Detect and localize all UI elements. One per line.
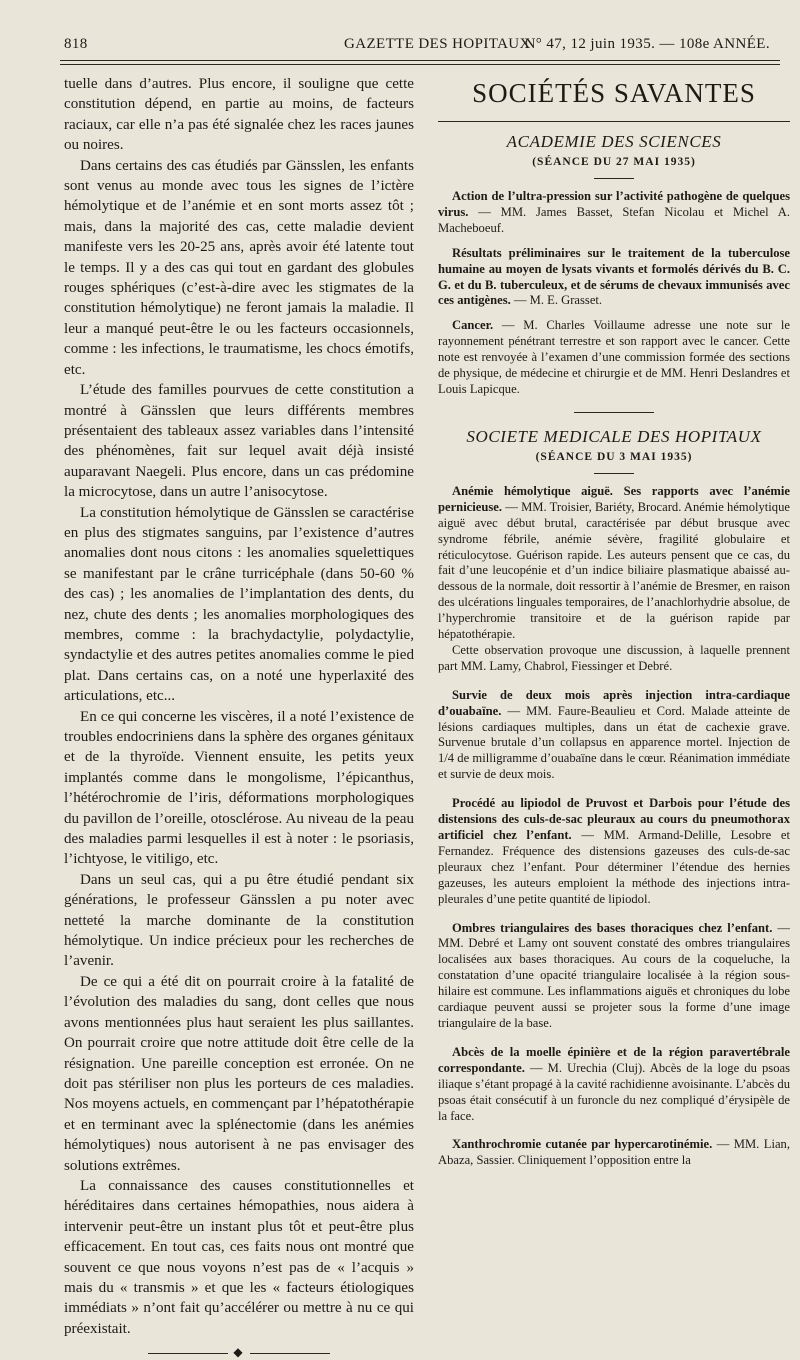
left-paragraph: De ce qui a été dit on pourrait croire à la fatalité de l’évolution des maladies du sang, dont celles que nous avons mentionnées plus haut seraient les plus saillantes. On pourrait croire que notre attitude doit être celle de la résignation. Une pareille conception est erronée. On ne doit pas stériliser non plus les porteurs de ces maladies. Nos moyens actuels, en commençant par l’hépatothérapie et en terminant avec la splénectomie (dans les anémies hémolytiques) nous autorisent à ne pas envisager des solutions extrêmes. <box>64 973 414 1174</box>
academie-title: ACADEMIE DES SCIENCES <box>506 132 722 151</box>
left-paragraph: Dans certains des cas étudiés par Gänsslen, les enfants sont venus au monde avec tous les signes de l’ictère hémolytique et de l’anémie et en sont morts assez tôt ; mais, dans la majorité des cas, cette maladie devient manifeste vers les 20-25 ans, après avoir été latente tout le temps. Il y a des cas qui tout en gardant des globules rouges sphériques (c’est-à-dire avec les stigmates de la constitution hémolytique) ne feront jamais la maladie. Il leur a manqué peut-être le ou les facteurs occasionnels, comme : les infections, le traumatisme, les chocs émotifs, etc. <box>64 157 414 378</box>
left-paragraph: La connaissance des causes constitutionnelles et héréditaires dans certaines hémopathies, nous aidera à intervenir peut-être un instant plus tôt et peut-être plus efficacement. En tout cas, ces faits nous ont montré que souvent ce que nous voyons n’est pas de « l’acquis » mais du « transmis » et que les « facteurs étiologiques immédiats » n’ont fait qu’accélérer ou mettre à nu ce qui préexistait. <box>64 1177 414 1337</box>
end-ornament: ◆ <box>64 1345 414 1360</box>
societe-item: Xanthrochromie cutanée par hypercarotinémie. — MM. Lian, Abaza, Sassier. Cliniquement l’opposition entre la <box>438 1137 790 1168</box>
left-paragraph: Dans un seul cas, qui a pu être étudié pendant six générations, le professeur Gänsslen a pu noter avec netteté la marche dominante de la constitution hémolytique. Un indice précieux pour les recherches de l’avenir. <box>64 871 414 970</box>
journal-title: GAZETTE DES HOPITAUX <box>344 36 531 52</box>
societe-item: Procédé au lipiodol de Pruvost et Darbois pour l’étude des distensions des culs-de-sac pleuraux au cours du pneumothorax artificiel chez l’enfant. — MM. Armand-Delille, Lesobre et Fernandez. Fréquence des distensions gazeuses des culs-de-sac pleuraux chez l’enfant. Pour déterminer l’étendue des hernies gazeuses, les auteurs emploient la méthode des injections intra-pleurales d’une petite quantité de lipiodol. <box>438 796 790 906</box>
page-header <box>60 30 778 56</box>
page-number: 818 <box>64 36 88 52</box>
left-paragraph: L’étude des familles pourvues de cette constitution a montré à Gänsslen que leurs différents membres présentaient des tableaux assez variables dans l’intensité des phénomènes, fait sur lequel avait déjà insisté auparavant Naegeli. Plus encore, dans un cas prédomine la microcytose, dans un autre l’anisocytose. <box>64 382 414 501</box>
societe-item: Anémie hémolytique aiguë. Ses rapports avec l’anémie pernicieuse. — MM. Troisier, Bariéty, Brocard. Anémie hémolytique aiguë avec début brutal, caractérisée par début brusque avec syndrome fébrile, anémie sévère, fragilité globulaire et réticulocytose. Guérison rapide. Les auteurs pensent que ce cas, du fait d’une leucopénie et d’un indice biliaire plasmatique abaissé au-dessous de la normale, doit ressortir à l’anémie de Bresmer, en raison des ulcérations linguales temporaires, de l’anachlorhydrie absolue, de l’hyperchromie transitoire et de la guérison rapide par hépatothérapie. <box>438 483 790 642</box>
left-paragraph: La constitution hémolytique de Gänsslen se caractérise en plus des stigmates sanguins, par l’existence d’autres anomalies dont nous citons : les anomalies squelettiques se manifestant par le crâne turricéphale (dans 50-60 % des cas) ; les anomalies de l’implantation des dents, du nez, chute des dents ; les anomalies morphologiques des membres, comme : la brachydactylie, polydactylie, syndactylie et des autres petites anomalies comme le pied plat. Dans certains cas, on a noté une hyperlaxité des articulations, etc... <box>64 504 414 705</box>
societe-seance: (SÉANCE DU 3 MAI 1935) <box>535 450 693 463</box>
section-title: SOCIÉTÉS SAVANTES <box>472 78 756 108</box>
societe-item: Abcès de la moelle épinière et de la région paravertébrale correspondante. — M. Urechia (Cluj). Abcès de la loge du psoas iliaque s’étant propagé à la cavité rachidienne avoisinante. L’abcès du psoas était consécutif à un furoncle du nez compliqué d’érysipèle de la face. <box>438 1044 791 1123</box>
societe-item: Cette observation provoque une discussion, à laquelle prennent part MM. Lamy, Chabrol, Fiessinger et Debré. <box>438 642 790 673</box>
header-rule-top <box>60 60 780 61</box>
societe-item: Ombres triangulaires des bases thoraciques chez l’enfant. — MM. Debré et Lamy ont souvent constaté des ombres triangulaires localisées aux bases thoraciques. Au cours de la coqueluche, la constatation d’une opacité triangulaire localisée à la région sous-hilaire est commune. Les inflammations aiguës et chroniques du lobe cardiaque peuvent aussi se projeter sous la forme d’une image triangulaire de la base. <box>438 920 790 1030</box>
societe-item: Survie de deux mois après injection intra-cardiaque d’ouabaïne. — MM. Faure-Beaulieu et Cord. Malade atteinte de lésions cardiaques multiples, dans un état de cachexie grave. Survenue brutale d’un collapsus en apparence mortel. Injection de 1/4 de milligramme d’ouabaïne dans le cœur. Réanimation immédiate et survie de deux mois. <box>438 687 790 782</box>
academie-item: Action de l’ultra-pression sur l’activité pathogène de quelques virus. — MM. James Basset, Stefan Nicolau et Michel A. Macheboeuf. <box>438 189 790 235</box>
header-rule-bottom <box>60 64 780 65</box>
left-column <box>64 74 414 1360</box>
issue-info: N° 47, 12 juin 1935. — 108e ANNÉE. <box>524 36 770 52</box>
academie-item: Cancer. — M. Charles Voillaume adresse une note sur le rayonnement pénétrant terrestre et son rapport avec le cancer. Cette note est renvoyée à l’examen d’une commission formée des sections de physique, de médecine et chirurgie et de MM. Henri Deslandres et Louis Lapicque. <box>438 318 790 396</box>
societe-title: SOCIETE MEDICALE DES HOPITAUX <box>466 426 762 446</box>
right-column <box>438 74 790 1169</box>
section-rule <box>438 121 790 122</box>
short-rule <box>574 412 654 413</box>
academie-item: Résultats préliminaires sur le traitement de la tuberculose humaine au moyen de lysats vivants et formolés dérivés du B. C. G. et du B. tuberculeux, et de sérums de chevaux immunisés avec ces antigènes. — M. E. Grasset. <box>438 245 790 308</box>
left-paragraph: tuelle dans d’autres. Plus encore, il souligne que cette constitution dépend, en partie au moins, de facteurs raciaux, car elle n’a pas été signalée chez les races jaunes ou noires. <box>64 76 414 154</box>
academie-seance: (SÉANCE DU 27 MAI 1935) <box>532 156 696 168</box>
short-rule <box>594 473 634 474</box>
short-rule <box>594 178 634 179</box>
left-paragraph: En ce qui concerne les viscères, il a noté l’existence de troubles endocriniens dans la sphère des organes génitaux et de la thyroïde. Viennent ensuite, les petits yeux implantés comme dans le mongolisme, l’épicanthus, l’hétérochromie de l’iris, déformations morphologiques du pavillon de l’oreille, otosclérose. Au niveau de la peau des maladies parmi lesquelles il est à noter : le psoriasis, l’ichtyose, le vitiligo, etc. <box>64 708 414 868</box>
